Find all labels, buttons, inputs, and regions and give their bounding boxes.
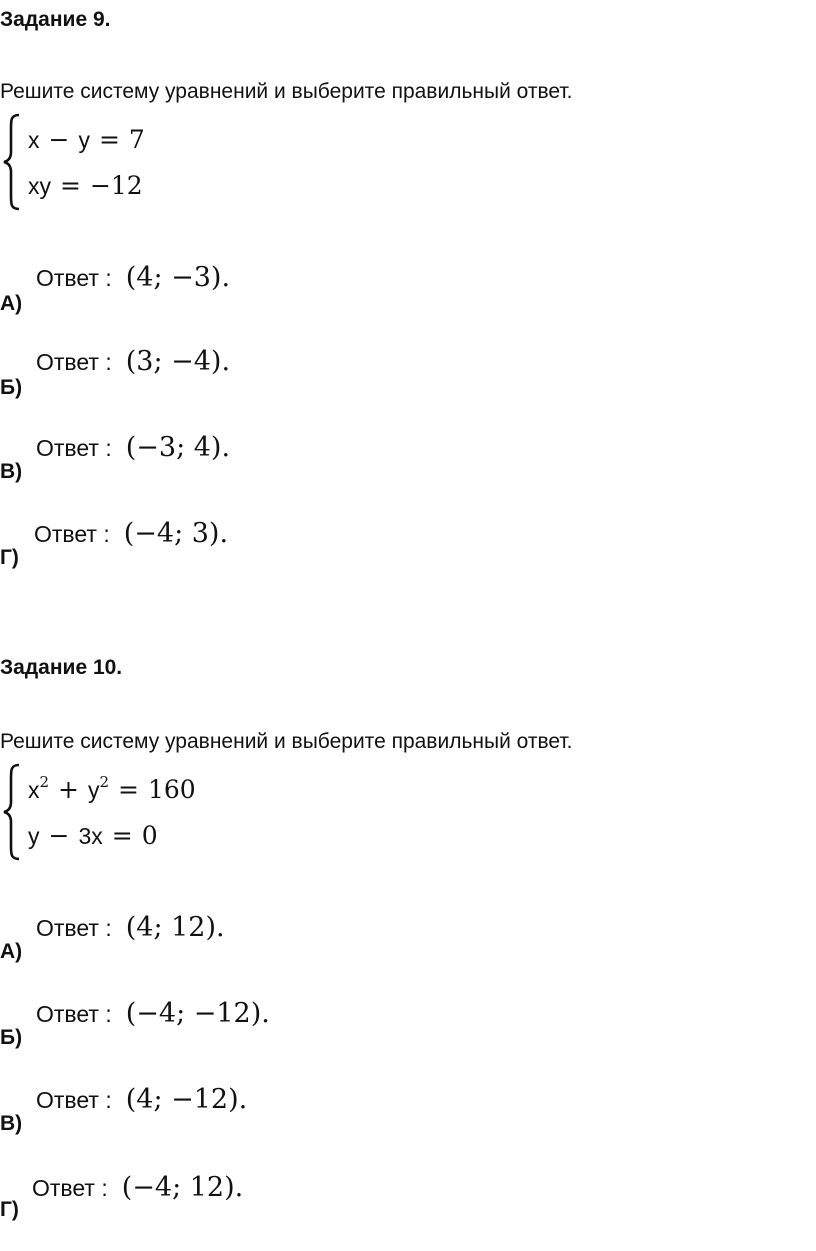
task-10-option-b-answer[interactable]: Ответ : (−4; −12). bbox=[36, 998, 270, 1029]
task-10-option-a-letter: А) bbox=[0, 940, 23, 963]
task-9-equation-1: x − y = 7 bbox=[28, 125, 145, 154]
task-10-option-c-letter: В) bbox=[0, 1112, 23, 1135]
left-brace-icon bbox=[2, 762, 22, 862]
task-9-prompt: Решите систему уравнений и выберите правильный ответ. bbox=[0, 80, 573, 103]
task-10-equation-2: y − 3x = 0 bbox=[28, 821, 158, 850]
task-10-equation-1: $x^2 + y^2 = 160$ bbox=[28, 773, 196, 804]
task-10-option-c-answer[interactable]: Ответ : (4; −12). bbox=[36, 1084, 248, 1115]
task-9-option-a-letter: А) bbox=[0, 292, 23, 315]
task-10-option-b-letter: Б) bbox=[0, 1026, 23, 1049]
task-9-option-c-letter: В) bbox=[0, 460, 23, 483]
task-9-equation-system bbox=[2, 112, 222, 212]
task-9-option-c-answer[interactable]: Ответ : (−3; 4). bbox=[36, 432, 231, 463]
task-10-option-a-answer[interactable]: Ответ : (4; 12). bbox=[36, 912, 225, 943]
task-9-option-d-letter: Г) bbox=[0, 546, 19, 569]
task-9-title: Задание 9. bbox=[0, 8, 111, 31]
task-10-prompt: Решите систему уравнений и выберите правильный ответ. bbox=[0, 730, 573, 753]
task-9-equation-2: xy = −12 bbox=[28, 171, 143, 200]
task-10-equation-system bbox=[2, 762, 262, 862]
task-10-option-d-letter: Г) bbox=[0, 1198, 19, 1221]
task-10-option-d-answer[interactable]: Ответ : (−4; 12). bbox=[32, 1172, 244, 1203]
task-9-option-a-answer[interactable]: Ответ : (4; −3). bbox=[36, 262, 231, 293]
left-brace-icon bbox=[2, 112, 22, 212]
task-9-option-b-letter: Б) bbox=[0, 376, 23, 399]
task-9-option-b-answer[interactable]: Ответ : (3; −4). bbox=[36, 346, 231, 377]
task-10-title: Задание 10. bbox=[0, 656, 123, 679]
task-9-option-d-answer[interactable]: Ответ : (−4; 3). bbox=[34, 518, 229, 549]
